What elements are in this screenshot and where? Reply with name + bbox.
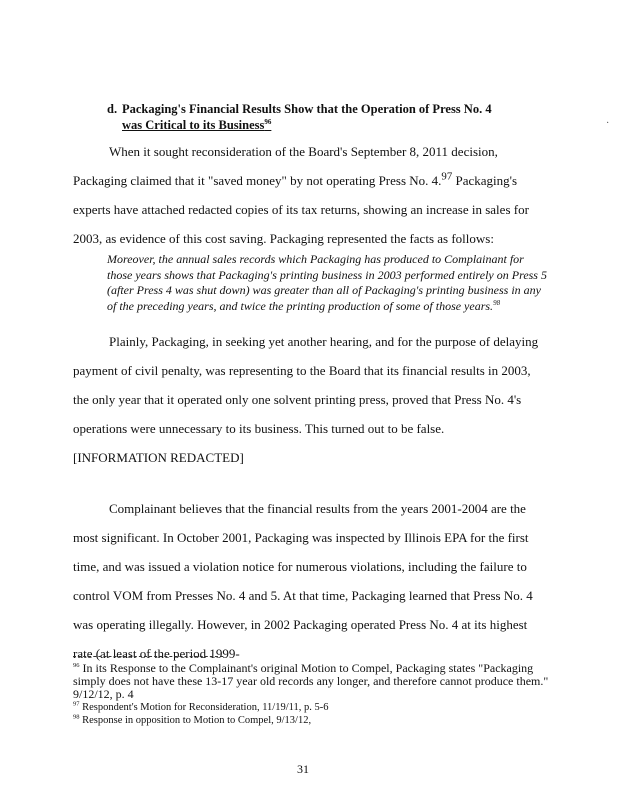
footnote-text: Respondent's Motion for Reconsideration, 11/19/11, p. 5-6: [82, 702, 329, 713]
heading-letter: d.: [107, 102, 118, 116]
redacted-notice: [INFORMATION REDACTED]: [73, 450, 244, 465]
footnote-ref-96: 96: [264, 117, 272, 126]
footnote-number: 98: [73, 713, 80, 721]
footnote-text: In its Response to the Complainant's original Motion to Compel, Packaging states "Packaging simply does not have these 13-17 year old records any longer, and therefore cannot produce them." 9/12/12, p. 4: [73, 661, 549, 701]
quote-text: Moreover, the annual sales records which Packaging has produced to Complainant for those years shows that Packaging's printing business in 2003 performed entirely on Press 5 (after Press 4 was shut down) was greater than all of Packaging's printing business in any of the preceding years, and twice the printing production of some of those years.: [107, 252, 547, 313]
footnote-ref-97: 97: [441, 170, 453, 183]
paragraph-1: [73, 137, 545, 253]
footnote-separator: [73, 656, 223, 657]
footnote-98: [73, 715, 553, 727]
section-heading: [107, 101, 492, 133]
footnote-ref-98: 98: [493, 298, 501, 307]
margin-mark: ·: [606, 118, 610, 129]
footnote-97: [73, 702, 553, 714]
paragraph-2: [73, 327, 545, 443]
paragraph-1-text-b: Packaging's experts have attached redacted copies of its tax returns, showing an increase in sales for 2003, as evidence of this cost saving. Packaging represented the facts as follows:: [73, 173, 529, 246]
page-number: 31: [297, 762, 309, 776]
block-quote: [107, 252, 547, 314]
paragraph-3: [73, 494, 545, 668]
footnote-96: [73, 662, 553, 701]
footnote-number: 96: [73, 662, 80, 669]
paragraph-1-text-a: When it sought reconsideration of the Board's September 8, 2011 decision, Packaging claimed that it "saved money" by not operating Press No. 4.: [73, 144, 498, 188]
paragraph-2-text: Plainly, Packaging, in seeking yet another hearing, and for the purpose of delaying payment of civil penalty, was representing to the Board that its financial results in 2003, the only year that it operated only one solvent printing press, proved that Press No. 4's operations were unnecessary to its business. This turned out to be false.: [73, 334, 539, 436]
footnote-text: Response in opposition to Motion to Compel, 9/13/12,: [82, 715, 312, 726]
heading-line-2: was Critical to its Business: [122, 118, 265, 132]
paragraph-3-text: Complainant believes that the financial results from the years 2001-2004 are the most significant. In October 2001, Packaging was inspected by Illinois EPA for the first time, and was issued a violation notice for numerous violations, including the failure to control VOM from Presses No. 4 and 5. At that time, Packaging learned that Press No. 4 was operating illegally. However, in 2002 Packaging operated Press No. 4 at its highest rate (at least of the period 1999-: [73, 501, 533, 661]
heading-line-1: Packaging's Financial Results Show that the Operation of Press No. 4: [122, 102, 492, 116]
footnote-number: 97: [73, 700, 80, 708]
